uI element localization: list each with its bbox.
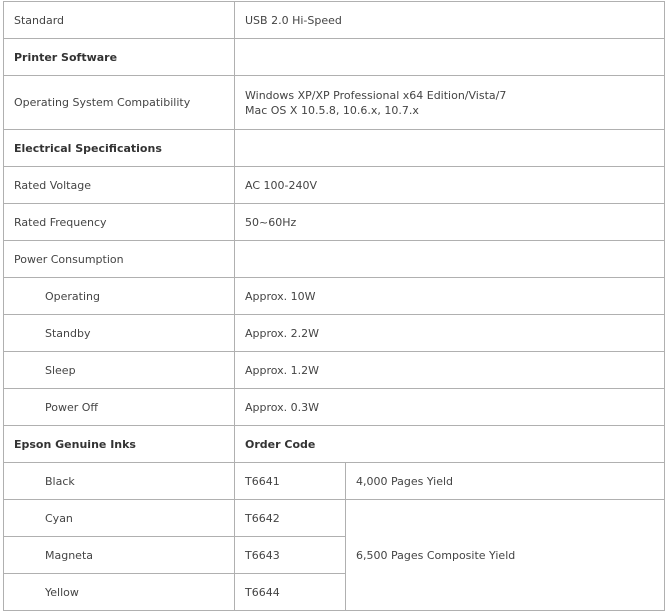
table-row <box>4 130 665 167</box>
spec-value: USB 2.0 Hi-Speed <box>235 2 665 39</box>
empty-cell <box>235 241 665 278</box>
ink-yield: 4,000 Pages Yield <box>346 463 665 500</box>
spec-value: Approx. 1.2W <box>235 352 665 389</box>
os-windows: Windows XP/XP Professional x64 Edition/Vista/7 <box>245 88 507 102</box>
table-row <box>4 76 665 130</box>
os-mac: Mac OS X 10.5.8, 10.6.x, 10.7.x <box>245 103 419 117</box>
spec-label: Rated Voltage <box>4 167 235 204</box>
table-row <box>4 463 665 500</box>
ink-color: Magneta <box>4 537 235 574</box>
ink-code: T6641 <box>235 463 346 500</box>
ink-code: T6642 <box>235 500 346 537</box>
spec-value: Approx. 10W <box>235 278 665 315</box>
table-row <box>4 389 665 426</box>
table-row <box>4 39 665 76</box>
empty-cell <box>235 39 665 76</box>
section-heading: Epson Genuine Inks <box>4 426 235 463</box>
table-row <box>4 204 665 241</box>
empty-cell <box>235 130 665 167</box>
spec-label: Standard <box>4 2 235 39</box>
table-row <box>4 2 665 39</box>
spec-label: Power Off <box>4 389 235 426</box>
table-row <box>4 352 665 389</box>
ink-yield: 6,500 Pages Composite Yield <box>346 500 665 611</box>
table-row <box>4 500 665 537</box>
order-code-heading: Order Code <box>235 426 665 463</box>
spec-value: Approx. 2.2W <box>235 315 665 352</box>
ink-color: Cyan <box>4 500 235 537</box>
specifications-table <box>3 1 665 611</box>
spec-label: Rated Frequency <box>4 204 235 241</box>
ink-code: T6644 <box>235 574 346 611</box>
spec-label: Operating System Compatibility <box>4 76 235 130</box>
table-row <box>4 426 665 463</box>
table-row <box>4 315 665 352</box>
ink-color: Yellow <box>4 574 235 611</box>
spec-value: 50~60Hz <box>235 204 665 241</box>
spec-value: AC 100-240V <box>235 167 665 204</box>
spec-label: Sleep <box>4 352 235 389</box>
table-row <box>4 241 665 278</box>
ink-color: Black <box>4 463 235 500</box>
spec-value <box>235 76 665 130</box>
spec-value: Approx. 0.3W <box>235 389 665 426</box>
spec-label: Standby <box>4 315 235 352</box>
table-row <box>4 167 665 204</box>
table-row <box>4 278 665 315</box>
section-heading: Printer Software <box>4 39 235 76</box>
ink-code: T6643 <box>235 537 346 574</box>
spec-label: Power Consumption <box>4 241 235 278</box>
section-heading: Electrical Specifications <box>4 130 235 167</box>
spec-label: Operating <box>4 278 235 315</box>
